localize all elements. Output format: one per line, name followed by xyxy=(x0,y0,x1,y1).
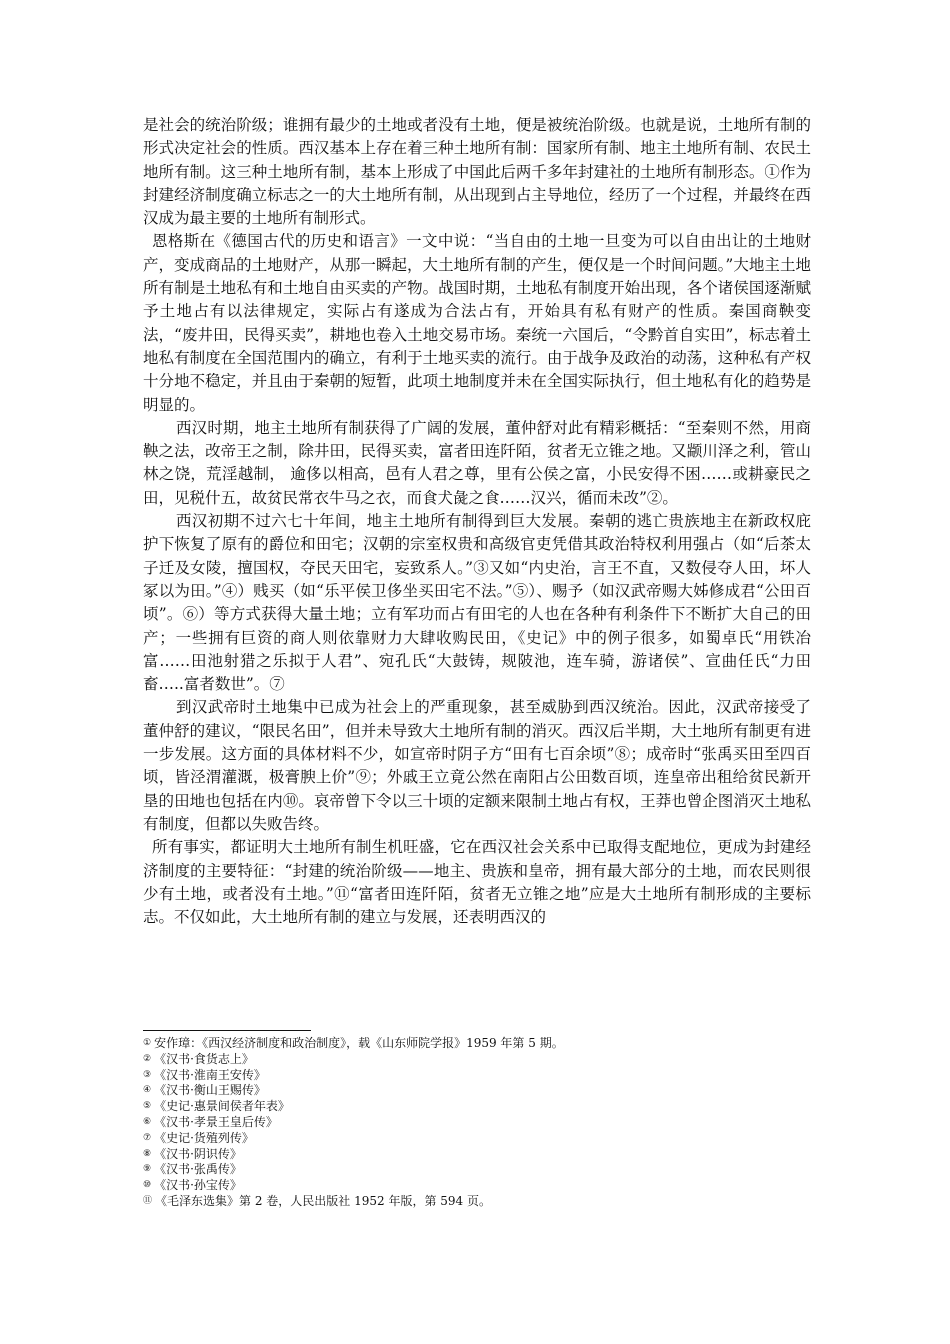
footnote-text: 《汉书·张禹传》 xyxy=(154,1162,242,1177)
footnote-item xyxy=(143,1115,811,1131)
footnote-item xyxy=(143,1178,811,1194)
paragraph-6: 所有事实，都证明大土地所有制生机旺盛，它在西汉社会关系中已取得支配地位，更成为封建经济制度的主要特征：“封建的统治阶级——地主、贵族和皇帝，拥有最大部分的土地，而农民则很少有土地，或者没有土地。”⑪“富者田连阡陌，贫者无立锥之地”应是大土地所有制形成的主要标志。不仅如此，大土地所有制的建立与发展，还表明西汉的 xyxy=(143,838,811,927)
footnote-mark: ② xyxy=(143,1053,152,1064)
footnote-text: 《汉书·孝景王皇后传》 xyxy=(154,1114,278,1129)
footnote-separator xyxy=(143,1030,311,1031)
footnote-mark: ⑥ xyxy=(143,1116,152,1127)
footnote-item xyxy=(143,1162,811,1178)
footnote-item xyxy=(143,1147,811,1163)
footnote-mark: ③ xyxy=(143,1069,152,1080)
footnote-text: 《汉书·淮南王安传》 xyxy=(154,1067,266,1082)
body-text xyxy=(143,114,811,929)
footnote-item xyxy=(143,1083,811,1099)
footnote-item xyxy=(143,1036,811,1052)
paragraph-1: 是社会的统治阶级；谁拥有最少的土地或者没有土地，便是被统治阶级。也就是说，土地所有制的形式决定社会的性质。西汉基本上存在着三种土地所有制：国家所有制、地主土地所有制、农民土地所有制。这三种土地所有制，基本上形成了中国此后两千多年封建社的土地所有制形态。①作为封建经济制度确立标志之一的大土地所有制，从出现到占主导地位，经历了一个过程，并最终在西汉成为最主要的土地所有制形式。 xyxy=(143,116,811,228)
footnote-mark: ⑤ xyxy=(143,1101,152,1112)
footnote-item xyxy=(143,1099,811,1115)
footnote-item xyxy=(143,1052,811,1068)
paragraph-3: 西汉时期，地主土地所有制获得了广阔的发展，董仲舒对此有精彩概括：“至秦则不然，用商鞅之法，改帝王之制，除井田，民得买卖，富者田连阡陌，贫者无立锥之地。又颛川泽之利，管山林之饶，荒淫越制， 逾侈以相高，邑有人君之尊，里有公侯之富，小民安得不困……或耕豪民之田，见税什五，故贫民常衣牛马之衣，而食犬彘之食……汉兴，循而未改”②。 xyxy=(143,418,811,507)
footnote-mark: ⑩ xyxy=(143,1180,152,1191)
footnote-text: 《汉书·阴识传》 xyxy=(154,1146,242,1161)
footnote-text: 《汉书·孙宝传》 xyxy=(154,1178,242,1193)
footnote-mark: ⑧ xyxy=(143,1148,152,1159)
paragraph-4: 西汉初期不过六七十年间，地主土地所有制得到巨大发展。秦朝的逃亡贵族地主在新政权庇护下恢复了原有的爵位和田宅；汉朝的宗室权贵和高级官吏凭借其政治特权利用强占（如“后茶太子迁及女陵，擅国权，夺民天田宅，妄致系人。”③又如“内史治，言王不直，又数侵夺人田，坏人冢以为田。”④）贱买（如“乐平侯卫侈坐买田宅不法。”⑤）、赐予（如汉武帝赐大姊修成君“公田百顷”。⑥）等方式获得大量土地；立有军功而占有田宅的人也在各种有利条件下不断扩大自己的田产；一些拥有巨资的商人则依靠财力大肆收购民田，《史记》中的例子很多，如蜀卓氏“用铁冶富……田池射猎之乐拟于人君”、宛孔氏“大鼓铸，规陂池，连车骑，游诸侯”、宣曲任氏“力田畜…..富者数世”。⑦ xyxy=(143,512,811,694)
footnote-text: 《汉书·食货志上》 xyxy=(154,1051,254,1066)
paragraph-5: 到汉武帝时土地集中已成为社会上的严重现象，甚至威胁到西汉统治。因此，汉武帝接受了董仲舒的建议，“限民名田”，但并未导致大土地所有制的消灭。西汉后半期，大土地所有制更有进一步发展。这方面的具体材料不少，如宣帝时阴子方“田有七百余顷”⑧；成帝时“张禹买田至四百顷，皆泾渭灌溉，极膏腴上价”⑨；外戚王立竟公然在南阳占公田数百顷，连皇帝出租给贫民新开垦的田地也包括在内⑩。哀帝曾下令以三十顷的定额来限制土地占有权，王莽也曾企图消灭土地私有制度，但都以失败告终。 xyxy=(143,698,811,833)
footnote-item xyxy=(143,1194,811,1210)
footnote-mark: ⑦ xyxy=(143,1132,152,1143)
footnote-text: 《史记·惠景间侯者年表》 xyxy=(154,1099,290,1114)
footnote-item xyxy=(143,1131,811,1147)
footnote-text: 《史记·货殖列传》 xyxy=(154,1130,254,1145)
paragraph-2: 恩格斯在《德国古代的历史和语言》一文中说：“当自由的土地一旦变为可以自由出让的土地财产，变成商品的土地财产，从那一瞬起，大土地所有制的产生，便仅是一个时间问题。”大地主土地所有制是土地私有和土地自由买卖的产物。战国时期，土地私有制度开始出现，各个诸侯国逐渐赋予土地占有以法律规定，实际占有遂成为合法占有，开始具有私有财产的性质。秦国商鞅变法，“废井田，民得买卖”，耕地也卷入土地交易市场。秦统一六国后，“令黔首自实田”，标志着土地私有制度在全国范围内的确立，有利于土地买卖的流行。由于战争及政治的动荡，这种私有产权十分地不稳定，并且由于秦朝的短暂，此项土地制度并未在全国实际执行，但土地私有化的趋势是明显的。 xyxy=(143,232,811,414)
footnote-mark: ① xyxy=(143,1038,152,1048)
footnote-text: 《毛泽东选集》第 2 卷，人民出版社 1952 年版，第 594 页。 xyxy=(155,1193,491,1208)
footnote-text: 安作璋：《西汉经济制度和政治制度》，载《山东师院学报》1959 年第 5 期。 xyxy=(154,1036,564,1050)
footnote-text: 《汉书·衡山王赐传》 xyxy=(154,1083,266,1098)
footnote-mark: ⑪ xyxy=(143,1195,153,1206)
footnote-mark: ⑨ xyxy=(143,1164,152,1175)
footnote-mark: ④ xyxy=(143,1085,152,1096)
footnote-item xyxy=(143,1068,811,1084)
footnotes xyxy=(143,1036,811,1210)
